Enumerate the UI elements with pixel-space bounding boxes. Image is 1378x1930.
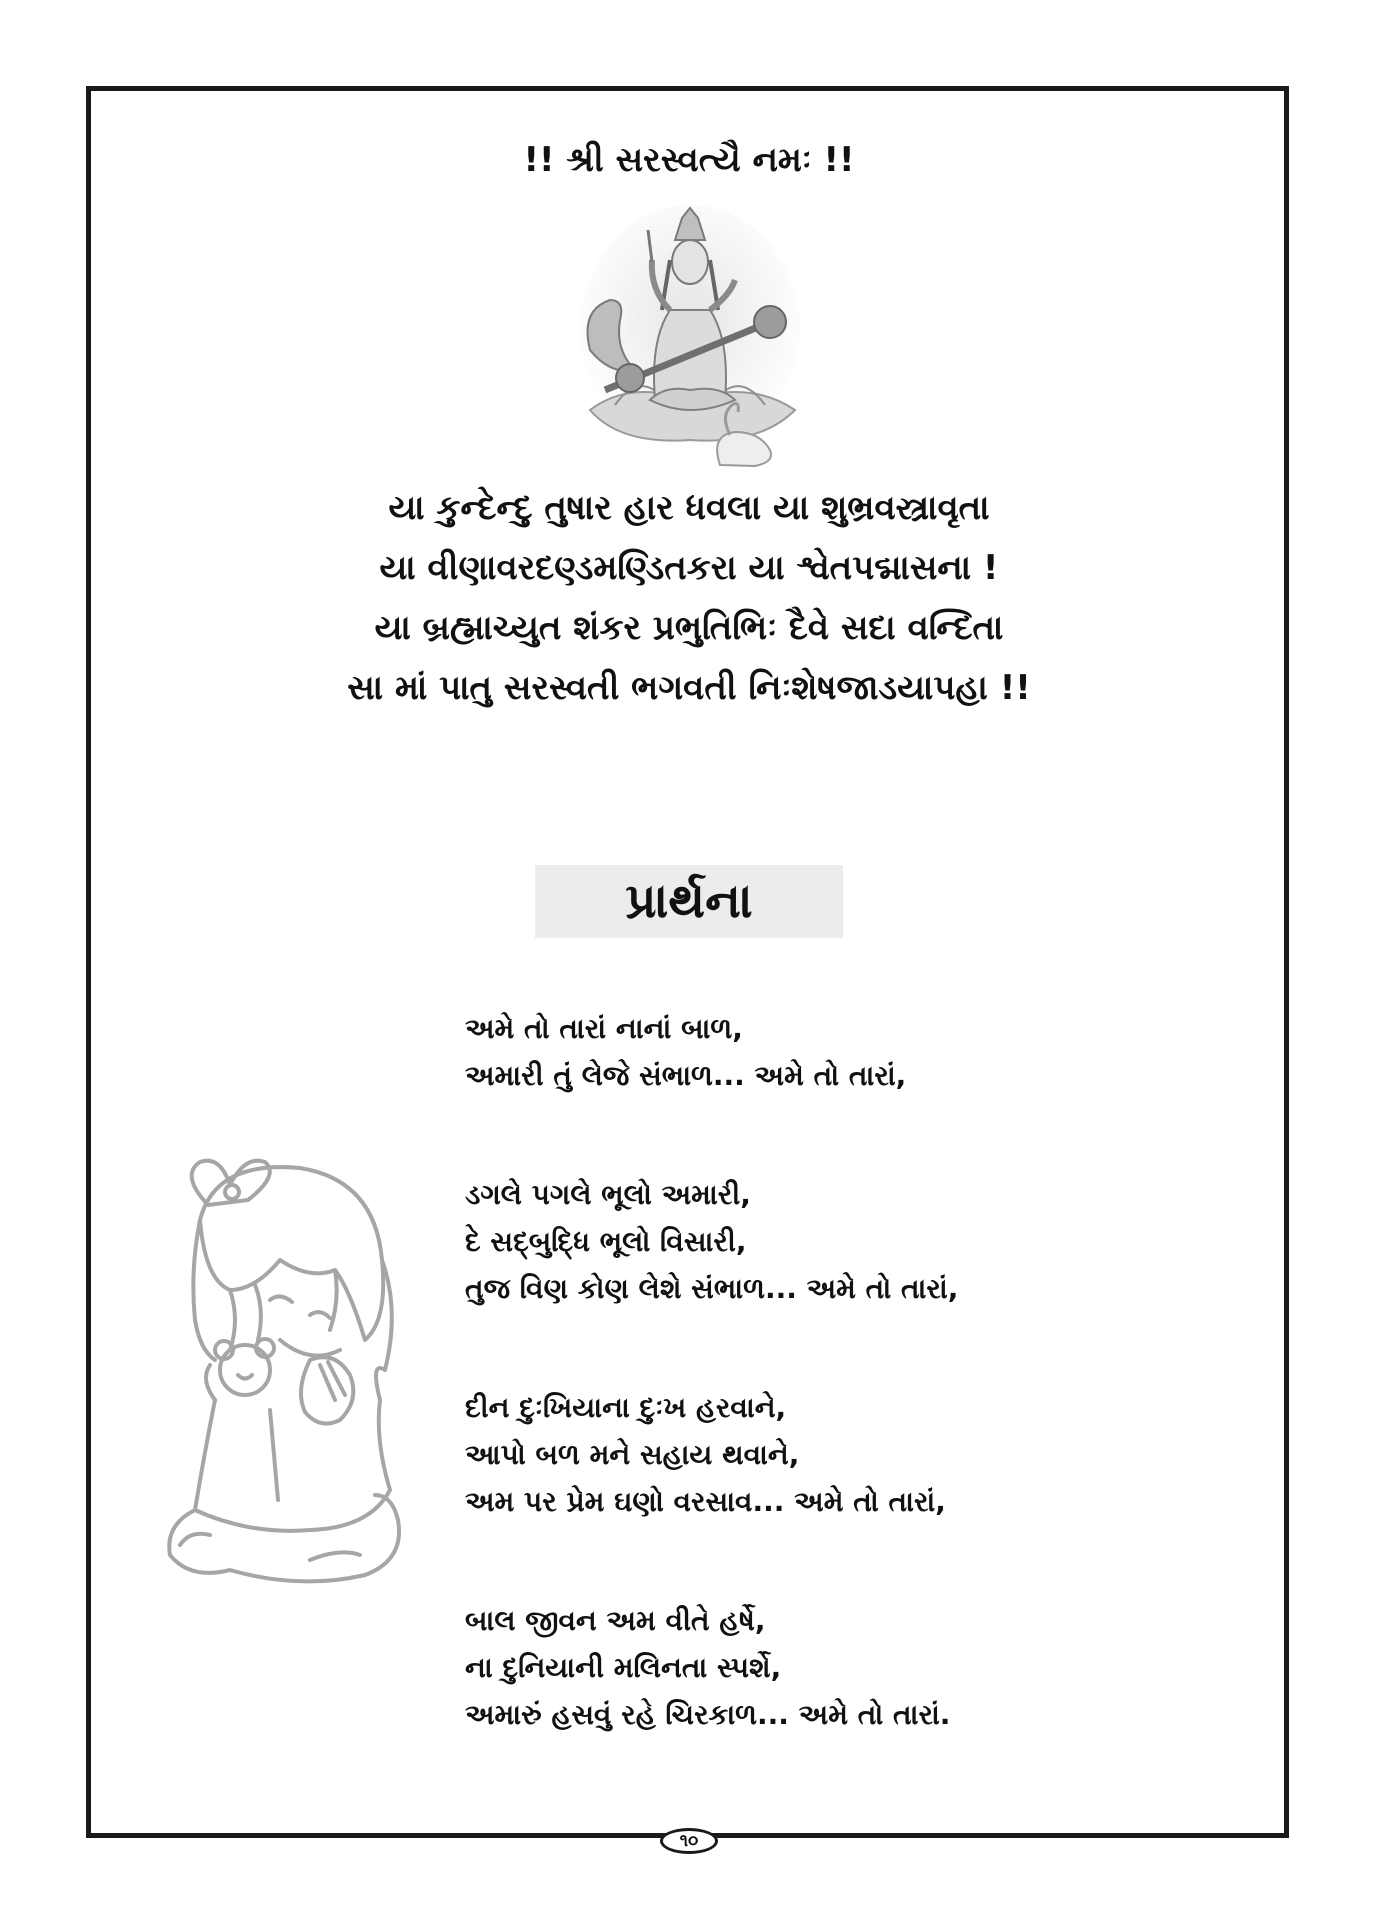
- poem-line: અમે તો તારાં નાનાં બાળ,: [465, 1012, 743, 1045]
- poem-line: બાલ જીવન અમ વીતે હર્ષે,: [465, 1604, 766, 1637]
- saraswati-illustration: [570, 200, 810, 470]
- poem-line: અમારી તું લેજે સંભાળ... અમે તો તારાં,: [465, 1059, 907, 1092]
- poem-line: ના દુનિયાની મલિનતા સ્પર્શે,: [465, 1651, 782, 1684]
- poem-line: દે સદ્‌બુદ્ધિ ભૂલો વિસારી,: [465, 1225, 747, 1258]
- poem-stanza: [465, 1171, 1245, 1312]
- poem-stanza: [465, 1005, 1245, 1099]
- poem-line: અમારું હસવું રહે ચિરકાળ... અમે તો તારાં.: [465, 1698, 951, 1731]
- poem-stanza: [465, 1384, 1245, 1525]
- prayer-heading-text: પ્રાર્થના: [625, 873, 753, 929]
- page-number: [660, 1828, 718, 1854]
- shloka-line: યા બ્રહ્માચ્યુત શંકર પ્રભુતિભિઃ દૈવે સદા વન્દિતા: [374, 608, 1004, 648]
- shloka-line: યા કુન્દેન્દુ તુષાર હાર ધવલા યા શુભ્રવસ્ત્રાવૃતા: [388, 488, 990, 528]
- invocation-title: !! શ્રી સરસ્વત્યૈ નમઃ !!: [523, 140, 855, 180]
- prayer-poem: [465, 1005, 1245, 1738]
- praying-child-illustration: [160, 1150, 420, 1600]
- shloka-line: સા માં પાતુ સરસ્વતી ભગવતી નિઃશેષજાડયાપહા !!: [347, 668, 1031, 708]
- shloka-verse: [0, 478, 1378, 718]
- page-number-text: ૧૦: [679, 1830, 699, 1851]
- poem-line: અમ પર પ્રેમ ઘણો વરસાવ... અમે તો તારાં,: [465, 1485, 946, 1518]
- poem-line: આપો બળ મને સહાય થવાને,: [465, 1438, 800, 1471]
- shloka-line: યા વીણાવરદણ્ડમણ્ડિતકરા યા શ્વેતપદ્માસના !: [379, 548, 999, 588]
- poem-stanza: [465, 1597, 1245, 1738]
- poem-line: તુજ વિણ કોણ લેશે સંભાળ... અમે તો તારાં,: [465, 1272, 959, 1305]
- poem-line: ડગલે પગલે ભૂલો અમારી,: [465, 1178, 751, 1211]
- prayer-heading: [535, 865, 843, 938]
- poem-line: દીન દુઃખિયાના દુઃખ હરવાને,: [465, 1391, 787, 1424]
